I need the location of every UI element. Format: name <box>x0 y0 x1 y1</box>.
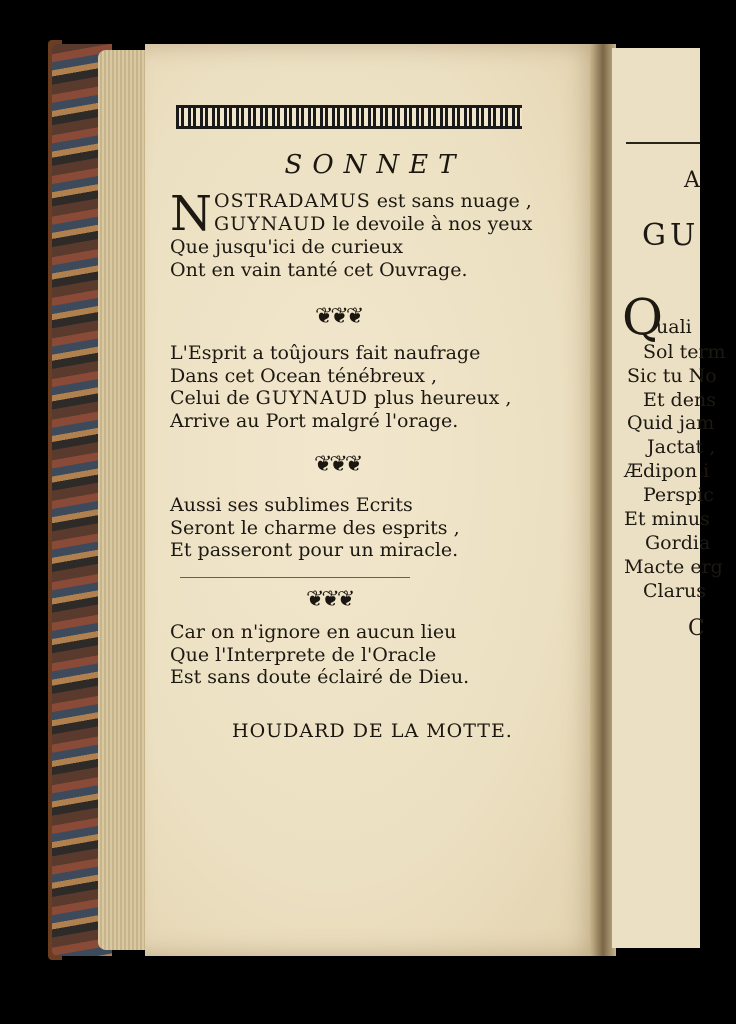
author-signature: HOUDARD DE LA MOTTE. <box>232 720 513 742</box>
poem-line: Que jusqu'ici de curieux <box>170 236 404 258</box>
right-page-bottom-letter: C <box>688 616 705 641</box>
ornament-icon: ❦❦❦ <box>306 587 353 612</box>
right-page-line: Et dens <box>643 389 716 411</box>
right-page-line: Sol term <box>643 341 726 363</box>
right-page-line: Clarus <box>643 580 707 602</box>
right-page-line: Ædipon i <box>624 460 710 482</box>
poem-line: Que l'Interprete de l'Oracle <box>170 643 437 666</box>
poem-line: Ont en vain tanté cet Ouvrage. <box>170 258 468 281</box>
right-page-line: Et minus <box>624 508 710 530</box>
right-page-line: Sic tu No <box>627 365 717 387</box>
right-page-line: Jactat , <box>647 436 716 458</box>
right-page-line: Gordia <box>645 532 711 554</box>
decorative-headband <box>176 105 522 129</box>
stanza-4 <box>170 621 469 689</box>
poem-line: OSTRADAMUS est sans nuage , <box>214 190 532 212</box>
ornament-icon: ❦❦❦ <box>315 304 362 329</box>
stanza-2 <box>170 342 511 432</box>
right-page-line: uali <box>656 316 692 338</box>
right-page-header-letter: A <box>684 168 700 193</box>
right-page-dropcap: Q <box>622 288 663 346</box>
right-page-line: Quid jam <box>627 412 715 434</box>
poem-line: Arrive au Port malgré l'orage. <box>170 409 459 432</box>
poem-line: Et passeront pour un miracle. <box>170 539 459 561</box>
right-page-line: Macte erg <box>624 556 723 578</box>
right-page-title-fragment: GU <box>642 218 700 253</box>
poem-line: Seront le charme des esprits , <box>170 516 460 539</box>
poem-line: Dans cet Ocean ténébreux , <box>170 364 438 387</box>
poem-line: Celui de GUYNAUD plus heureux , <box>170 387 512 409</box>
poem-line: GUYNAUD le devoile à nos yeux <box>214 212 533 235</box>
dropcap: N <box>170 186 212 242</box>
stanza-3 <box>170 494 460 562</box>
poem-line: Est sans doute éclairé de Dieu. <box>170 666 470 688</box>
right-page-line: Perspic <box>643 484 714 506</box>
poem-line: Aussi ses sublimes Ecrits <box>170 494 413 516</box>
right-page-rule <box>626 142 700 144</box>
poem-line: L'Esprit a toûjours fait naufrage <box>170 342 481 364</box>
stanza-1 <box>170 186 533 281</box>
ornament-icon: ❦❦❦ <box>314 452 361 477</box>
poem-line: Car on n'ignore en aucun lieu <box>170 621 457 643</box>
divider-rule <box>180 577 410 578</box>
page-title: SONNET <box>284 150 466 180</box>
